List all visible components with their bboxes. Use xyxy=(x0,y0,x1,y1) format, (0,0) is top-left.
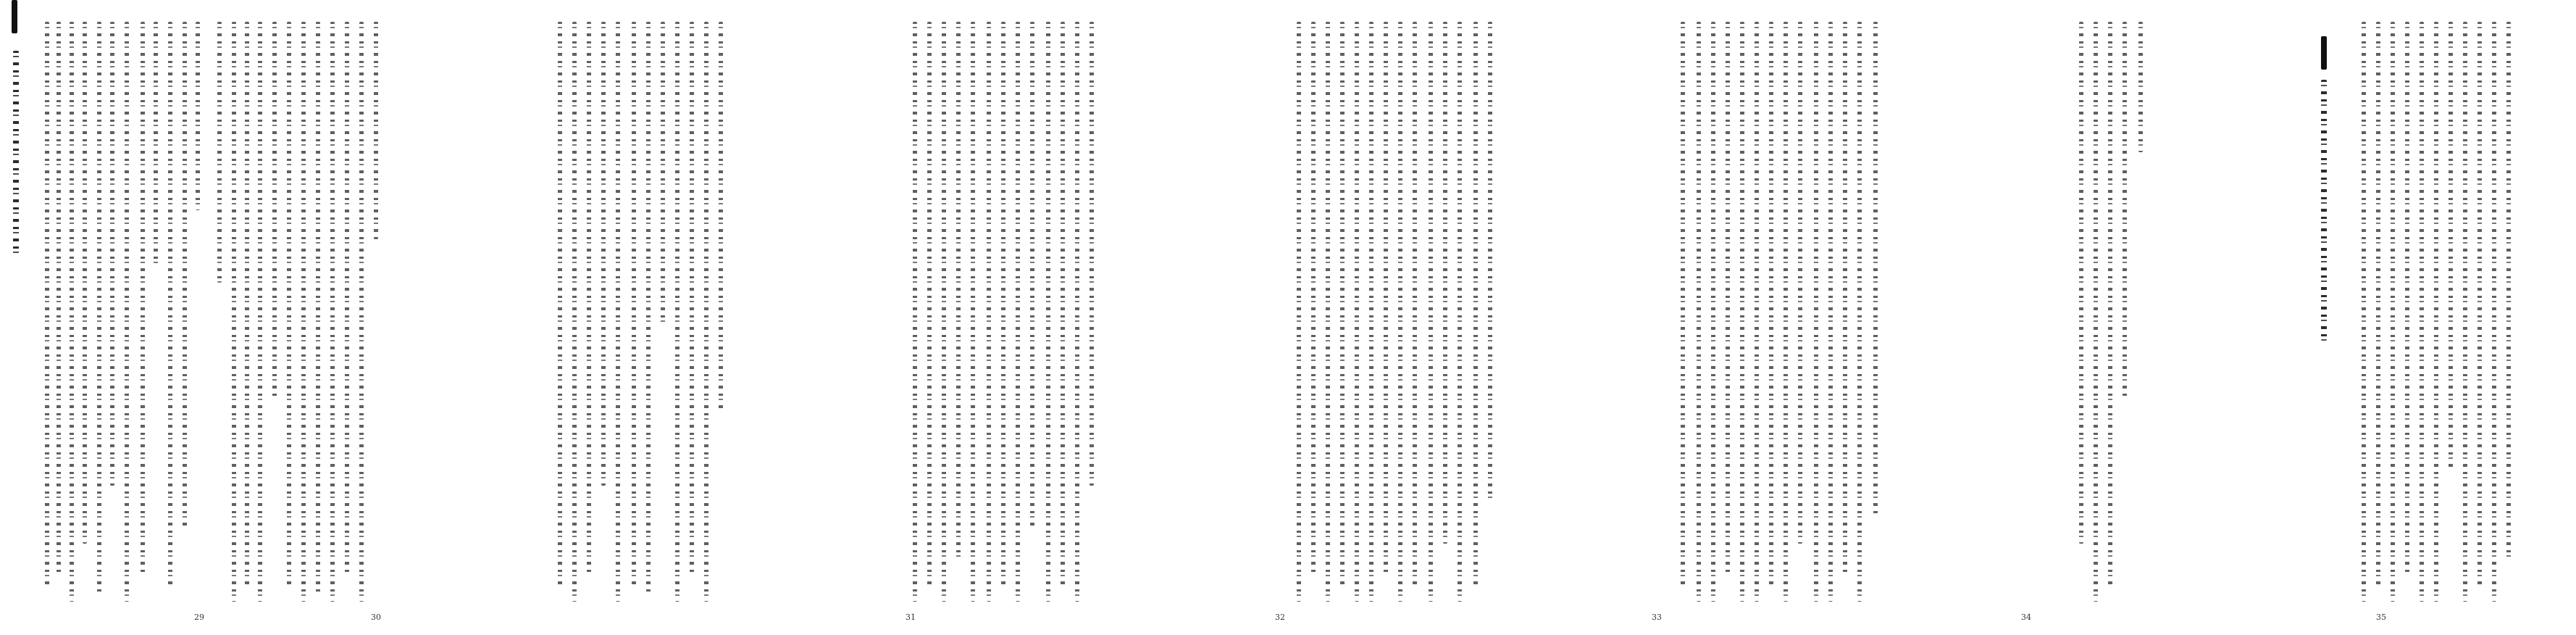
text-line xyxy=(232,22,236,602)
text-line xyxy=(2094,22,2098,602)
text-line xyxy=(1413,22,1417,587)
text-line xyxy=(2420,22,2424,602)
page-30 xyxy=(210,0,572,635)
text-line xyxy=(1458,22,1462,602)
text-line xyxy=(70,22,74,602)
text-line xyxy=(1473,22,1478,587)
text-line xyxy=(1814,22,1818,602)
text-line xyxy=(927,22,932,587)
section-heading-mark xyxy=(2321,36,2327,70)
text-line xyxy=(125,22,129,602)
text-line xyxy=(110,22,114,486)
text-line xyxy=(141,22,145,573)
text-line xyxy=(601,22,606,486)
text-line xyxy=(1783,22,1788,602)
text-line xyxy=(1061,22,1065,587)
text-line xyxy=(330,22,335,602)
text-line xyxy=(1429,22,1433,602)
page-number: 29 xyxy=(194,613,204,622)
text-line xyxy=(2463,22,2467,602)
text-line xyxy=(2362,22,2366,602)
text-line xyxy=(2376,22,2380,587)
text-line xyxy=(217,22,222,283)
text-line xyxy=(1798,22,1802,544)
text-line xyxy=(1384,22,1388,573)
text-line xyxy=(2434,22,2438,602)
text-line xyxy=(1326,22,1330,602)
text-line xyxy=(956,22,961,558)
text-line xyxy=(675,22,679,602)
text-line xyxy=(1828,22,1833,602)
text-line xyxy=(301,22,306,602)
text-line xyxy=(154,22,158,268)
page-number: 31 xyxy=(906,613,916,622)
text-line xyxy=(1711,22,1715,602)
text-line xyxy=(1030,22,1034,529)
text-line xyxy=(1843,22,1847,573)
text-line xyxy=(704,22,708,602)
text-line xyxy=(987,22,991,602)
text-line xyxy=(632,22,636,587)
text-line xyxy=(57,22,61,573)
heading-mark xyxy=(12,0,17,33)
text-line xyxy=(1726,22,1730,573)
text-line xyxy=(1755,22,1759,602)
page-number: 33 xyxy=(1652,613,1662,622)
text-line xyxy=(359,22,364,602)
text-line xyxy=(2138,22,2143,152)
text-line xyxy=(646,22,651,594)
text-line xyxy=(2449,22,2453,471)
text-line xyxy=(2079,22,2083,544)
text-line xyxy=(572,22,577,602)
text-line xyxy=(245,22,249,587)
text-line xyxy=(1355,22,1359,602)
page-number: 30 xyxy=(371,613,381,622)
text-line xyxy=(258,22,262,602)
text-line xyxy=(1488,22,1492,500)
text-line xyxy=(1769,22,1773,587)
text-line xyxy=(83,22,87,544)
text-line xyxy=(1873,22,1878,515)
page-number: 35 xyxy=(2376,613,2386,622)
text-line xyxy=(719,22,723,413)
text-line xyxy=(1443,22,1447,544)
text-line xyxy=(1369,22,1373,602)
text-line xyxy=(1857,22,1862,602)
text-line xyxy=(942,22,946,602)
text-line xyxy=(287,22,291,587)
page-32 xyxy=(898,0,1285,635)
text-line xyxy=(2492,22,2496,602)
text-line xyxy=(1046,22,1050,602)
text-line xyxy=(587,22,591,573)
text-line xyxy=(1090,22,1094,486)
text-line xyxy=(1016,22,1020,602)
text-line xyxy=(971,22,975,602)
text-line xyxy=(2506,22,2511,558)
text-line xyxy=(2108,22,2112,587)
text-line xyxy=(2391,22,2395,602)
text-line xyxy=(2477,22,2482,587)
text-line xyxy=(1697,22,1701,602)
page-35 xyxy=(2072,0,2572,635)
text-line xyxy=(913,22,917,602)
text-line xyxy=(316,22,320,594)
text-line xyxy=(168,22,172,587)
text-line xyxy=(45,22,49,587)
text-line xyxy=(97,22,101,594)
text-line xyxy=(1681,22,1685,587)
text-line xyxy=(661,22,665,326)
section-heading xyxy=(2321,80,2327,341)
text-line xyxy=(1075,22,1079,602)
page-number: 34 xyxy=(2021,613,2031,622)
text-line xyxy=(1311,22,1316,573)
text-line xyxy=(2405,22,2409,573)
page-number: 32 xyxy=(1275,613,1285,622)
text-line xyxy=(616,22,620,602)
text-line xyxy=(345,22,349,573)
text-line xyxy=(1340,22,1345,587)
page-33 xyxy=(1297,0,1662,635)
text-line xyxy=(1740,22,1744,602)
heading-line xyxy=(13,51,19,254)
text-line xyxy=(272,22,277,399)
page-34 xyxy=(1673,0,2036,635)
page-31 xyxy=(551,0,916,635)
text-line xyxy=(374,22,378,239)
text-line xyxy=(1398,22,1402,602)
text-line xyxy=(2123,22,2127,399)
text-line xyxy=(558,22,562,587)
text-line xyxy=(196,22,200,210)
text-line xyxy=(1297,22,1301,602)
text-line xyxy=(690,22,694,573)
text-line xyxy=(1001,22,1005,587)
text-line xyxy=(183,22,187,529)
